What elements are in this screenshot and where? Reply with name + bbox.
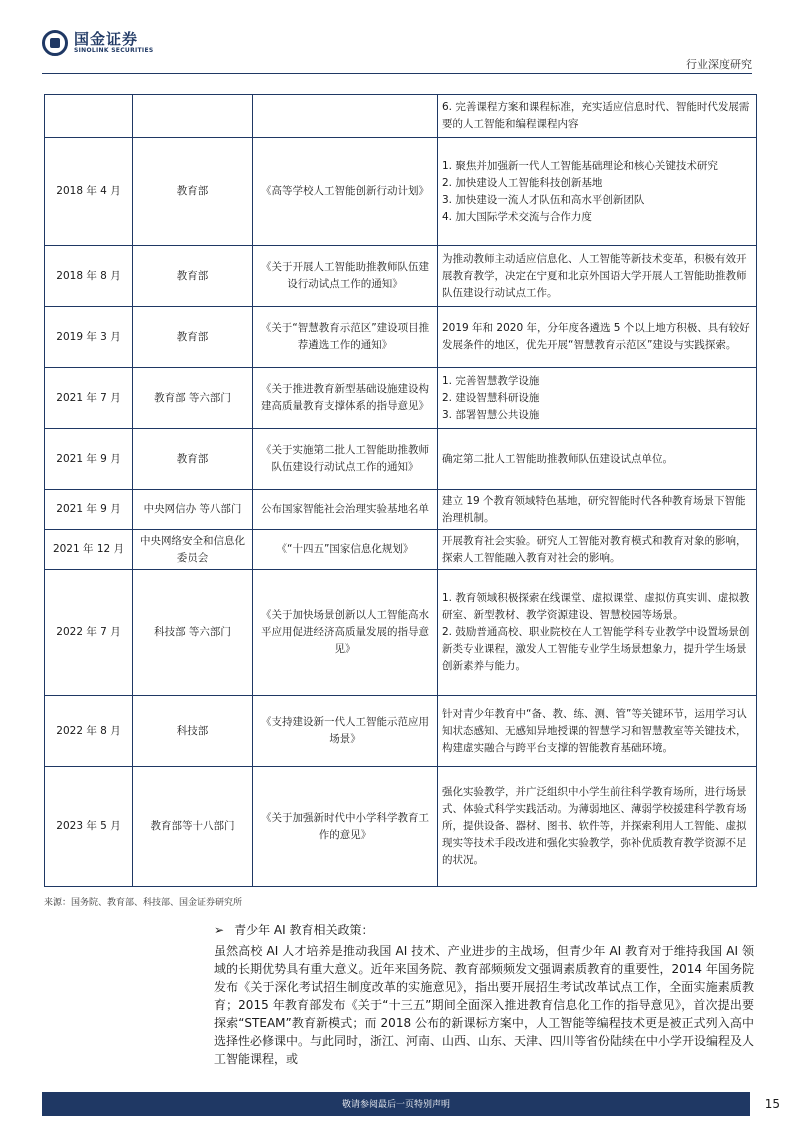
content-line: 强化实验教学，并广泛组织中小学生前往科学教育场所，进行场景式、体验式科学实践活动。为薄弱地区、薄弱学校援建科学教育场所，提供设备、器材、图书、软件等，并探索利用人工智能、虚拟现实等技术手段改进和强化实验教学，弥补优质教育教学资源不足的状况。 [442,786,747,866]
page-header [0,0,794,80]
cell-document: 《关于实施第二批人工智能助推教师队伍建设行动试点工作的通知》 [253,429,438,490]
cell-department [133,95,253,138]
content-line: 1. 教育领域积极探索在线课堂、虚拟课堂、虚拟仿真实训、虚拟教研室、新型教材、教学资源建设、智慧校园等场景。 [442,592,750,621]
cell-document: 《支持建设新一代人工智能示范应用场景》 [253,696,438,767]
cell-document: 《“十四五”国家信息化规划》 [253,530,438,570]
cell-document: 《关于加强新时代中小学科学教育工作的意见》 [253,767,438,887]
company-logo [42,30,153,56]
cell-content [438,246,757,307]
content-line: 2. 加快建设人工智能科技创新基地 [442,176,603,189]
table-row [45,530,757,570]
table-source: 来源：国务院、教育部、科技部、国金证券研究所 [44,898,243,908]
table-row [45,696,757,767]
cell-date: 2021 年 9 月 [45,429,133,490]
content-line: 1. 完善智慧教学设施 [442,374,540,387]
content-line: 2. 鼓励普通高校、职业院校在人工智能学科专业教学中设置场景创新类专业课程，激发人工智能专业学生场景想象力，提升学生场景创新素养与能力。 [442,626,750,672]
cell-date: 2023 年 5 月 [45,767,133,887]
content-line: 4. 加大国际学术交流与合作力度 [442,210,592,223]
section-heading-text: 青少年 AI 教育相关政策： [234,923,374,937]
cell-content [438,368,757,429]
cell-date [45,95,133,138]
footer-disclaimer: 敬请参阅最后一页特别声明 [341,1100,450,1110]
cell-department: 教育部等十八部门 [133,767,253,887]
header-divider [42,73,752,74]
cell-date: 2018 年 4 月 [45,138,133,246]
cell-department: 教育部 [133,246,253,307]
cell-content [438,429,757,490]
content-line: 1. 聚焦并加强新一代人工智能基础理论和核心关键技术研究 [442,159,718,172]
content-line: 6. 完善课程方案和课程标准，充实适应信息时代、智能时代发展需要的人工智能和编程课程内容 [442,101,750,130]
content-line: 为推动教师主动适应信息化、人工智能等新技术变革，积极有效开展教育教学，决定在宁夏和北京外国语大学开展人工智能助推教师队伍建设行动试点工作。 [442,252,747,299]
cell-date: 2019 年 3 月 [45,307,133,368]
cell-department: 中央网络安全和信息化委员会 [133,530,253,570]
section-heading [214,921,373,938]
content-line: 3. 加快建设一流人才队伍和高水平创新团队 [442,193,645,206]
cell-content [438,767,757,887]
cell-department: 教育部 [133,429,253,490]
table-row [45,95,757,138]
cell-date: 2022 年 8 月 [45,696,133,767]
table-row [45,767,757,887]
cell-department: 中央网信办 等八部门 [133,490,253,530]
cell-document [253,95,438,138]
cell-department: 科技部 [133,696,253,767]
logo-icon [42,30,68,56]
cell-content [438,490,757,530]
logo-en-text: SINOLINK SECURITIES [74,47,154,54]
content-line: 2. 建设智慧科研设施 [442,391,540,404]
cell-date: 2018 年 8 月 [45,246,133,307]
body-paragraph: 虽然高校 AI 人才培养是推动我国 AI 技术、产业进步的主战场，但青少年 AI 教育对于维持我国 AI 领域的长期优势具有重大意义。近年来国务院、教育部频频发文强调素质教育的重要性，2014 年国务院发布《关于深化考试招生制度改革的实施意见》，指出要开展招生考试改革试点工作，全面实施素质教育；2015 年教育部发布《关于“十三五”期间全面深入推进教育信息化工作的指导意见》，首次提出要探索“STEAM”教育新模式；而 2018 公布的新课标方案中，人工智能等编程技术更是被正式列入高中选择性必修课中。与此同时，浙江、河南、山西、山东、天津、四川等省份陆续在中小学开设编程及人工智能课程，或 [214,944,755,1066]
table-row [45,246,757,307]
table-row [45,307,757,368]
cell-content [438,95,757,138]
cell-content [438,307,757,368]
cell-document: 《关于开展人工智能助推教师队伍建设行动试点工作的通知》 [253,246,438,307]
footer-bar [42,1092,750,1116]
table-row [45,570,757,696]
cell-date: 2021 年 9 月 [45,490,133,530]
content-line: 2019 年和 2020 年，分年度各遴选 5 个以上地方积极、具有较好发展条件的地区，优先开展“智慧教育示范区”建设与实践探索。 [442,322,750,351]
cell-document: 《关于“智慧教育示范区”建设项目推荐遴选工作的通知》 [253,307,438,368]
cell-content [438,138,757,246]
cell-date: 2022 年 7 月 [45,570,133,696]
cell-department: 教育部 [133,307,253,368]
cell-document: 《关于推进教育新型基础设施建设构建高质量教育支撑体系的指导意见》 [253,368,438,429]
cell-document: 《关于加快场景创新以人工智能高水平应用促进经济高质量发展的指导意见》 [253,570,438,696]
cell-content [438,696,757,767]
content-line: 针对青少年教育中“备、教、练、测、管”等关键环节，运用学习认知状态感知、无感知异地授课的智慧学习和智慧教室等关键技术，构建虚实融合与跨平台支撑的智能教育基础环境。 [442,707,747,754]
table-row [45,138,757,246]
content-line: 确定第二批人工智能助推教师队伍建设试点单位。 [442,452,673,465]
cell-content [438,530,757,570]
cell-department: 科技部 等六部门 [133,570,253,696]
content-line: 开展教育社会实验。研究人工智能对教育模式和教育对象的影响，探索人工智能融入教育对社会的影响。 [442,534,747,564]
logo-cn-text: 国金证券 [74,30,139,48]
cell-department: 教育部 等六部门 [133,368,253,429]
content-line: 3. 部署智慧公共设施 [442,408,540,421]
policy-table [44,94,757,887]
cell-department: 教育部 [133,138,253,246]
table-row [45,429,757,490]
table-row [45,490,757,530]
cell-content [438,570,757,696]
report-type: 行业深度研究 [686,58,752,71]
cell-date: 2021 年 12 月 [45,530,133,570]
page-number: 15 [764,1097,780,1111]
cell-document: 《高等学校人工智能创新行动计划》 [253,138,438,246]
arrow-bullet-icon: ➢ [214,923,225,937]
cell-document: 公布国家智能社会治理实验基地名单 [253,490,438,530]
table-row [45,368,757,429]
content-line: 建立 19 个教育领域特色基地，研究智能时代各种教育场景下智能治理机制。 [442,494,746,524]
cell-date: 2021 年 7 月 [45,368,133,429]
